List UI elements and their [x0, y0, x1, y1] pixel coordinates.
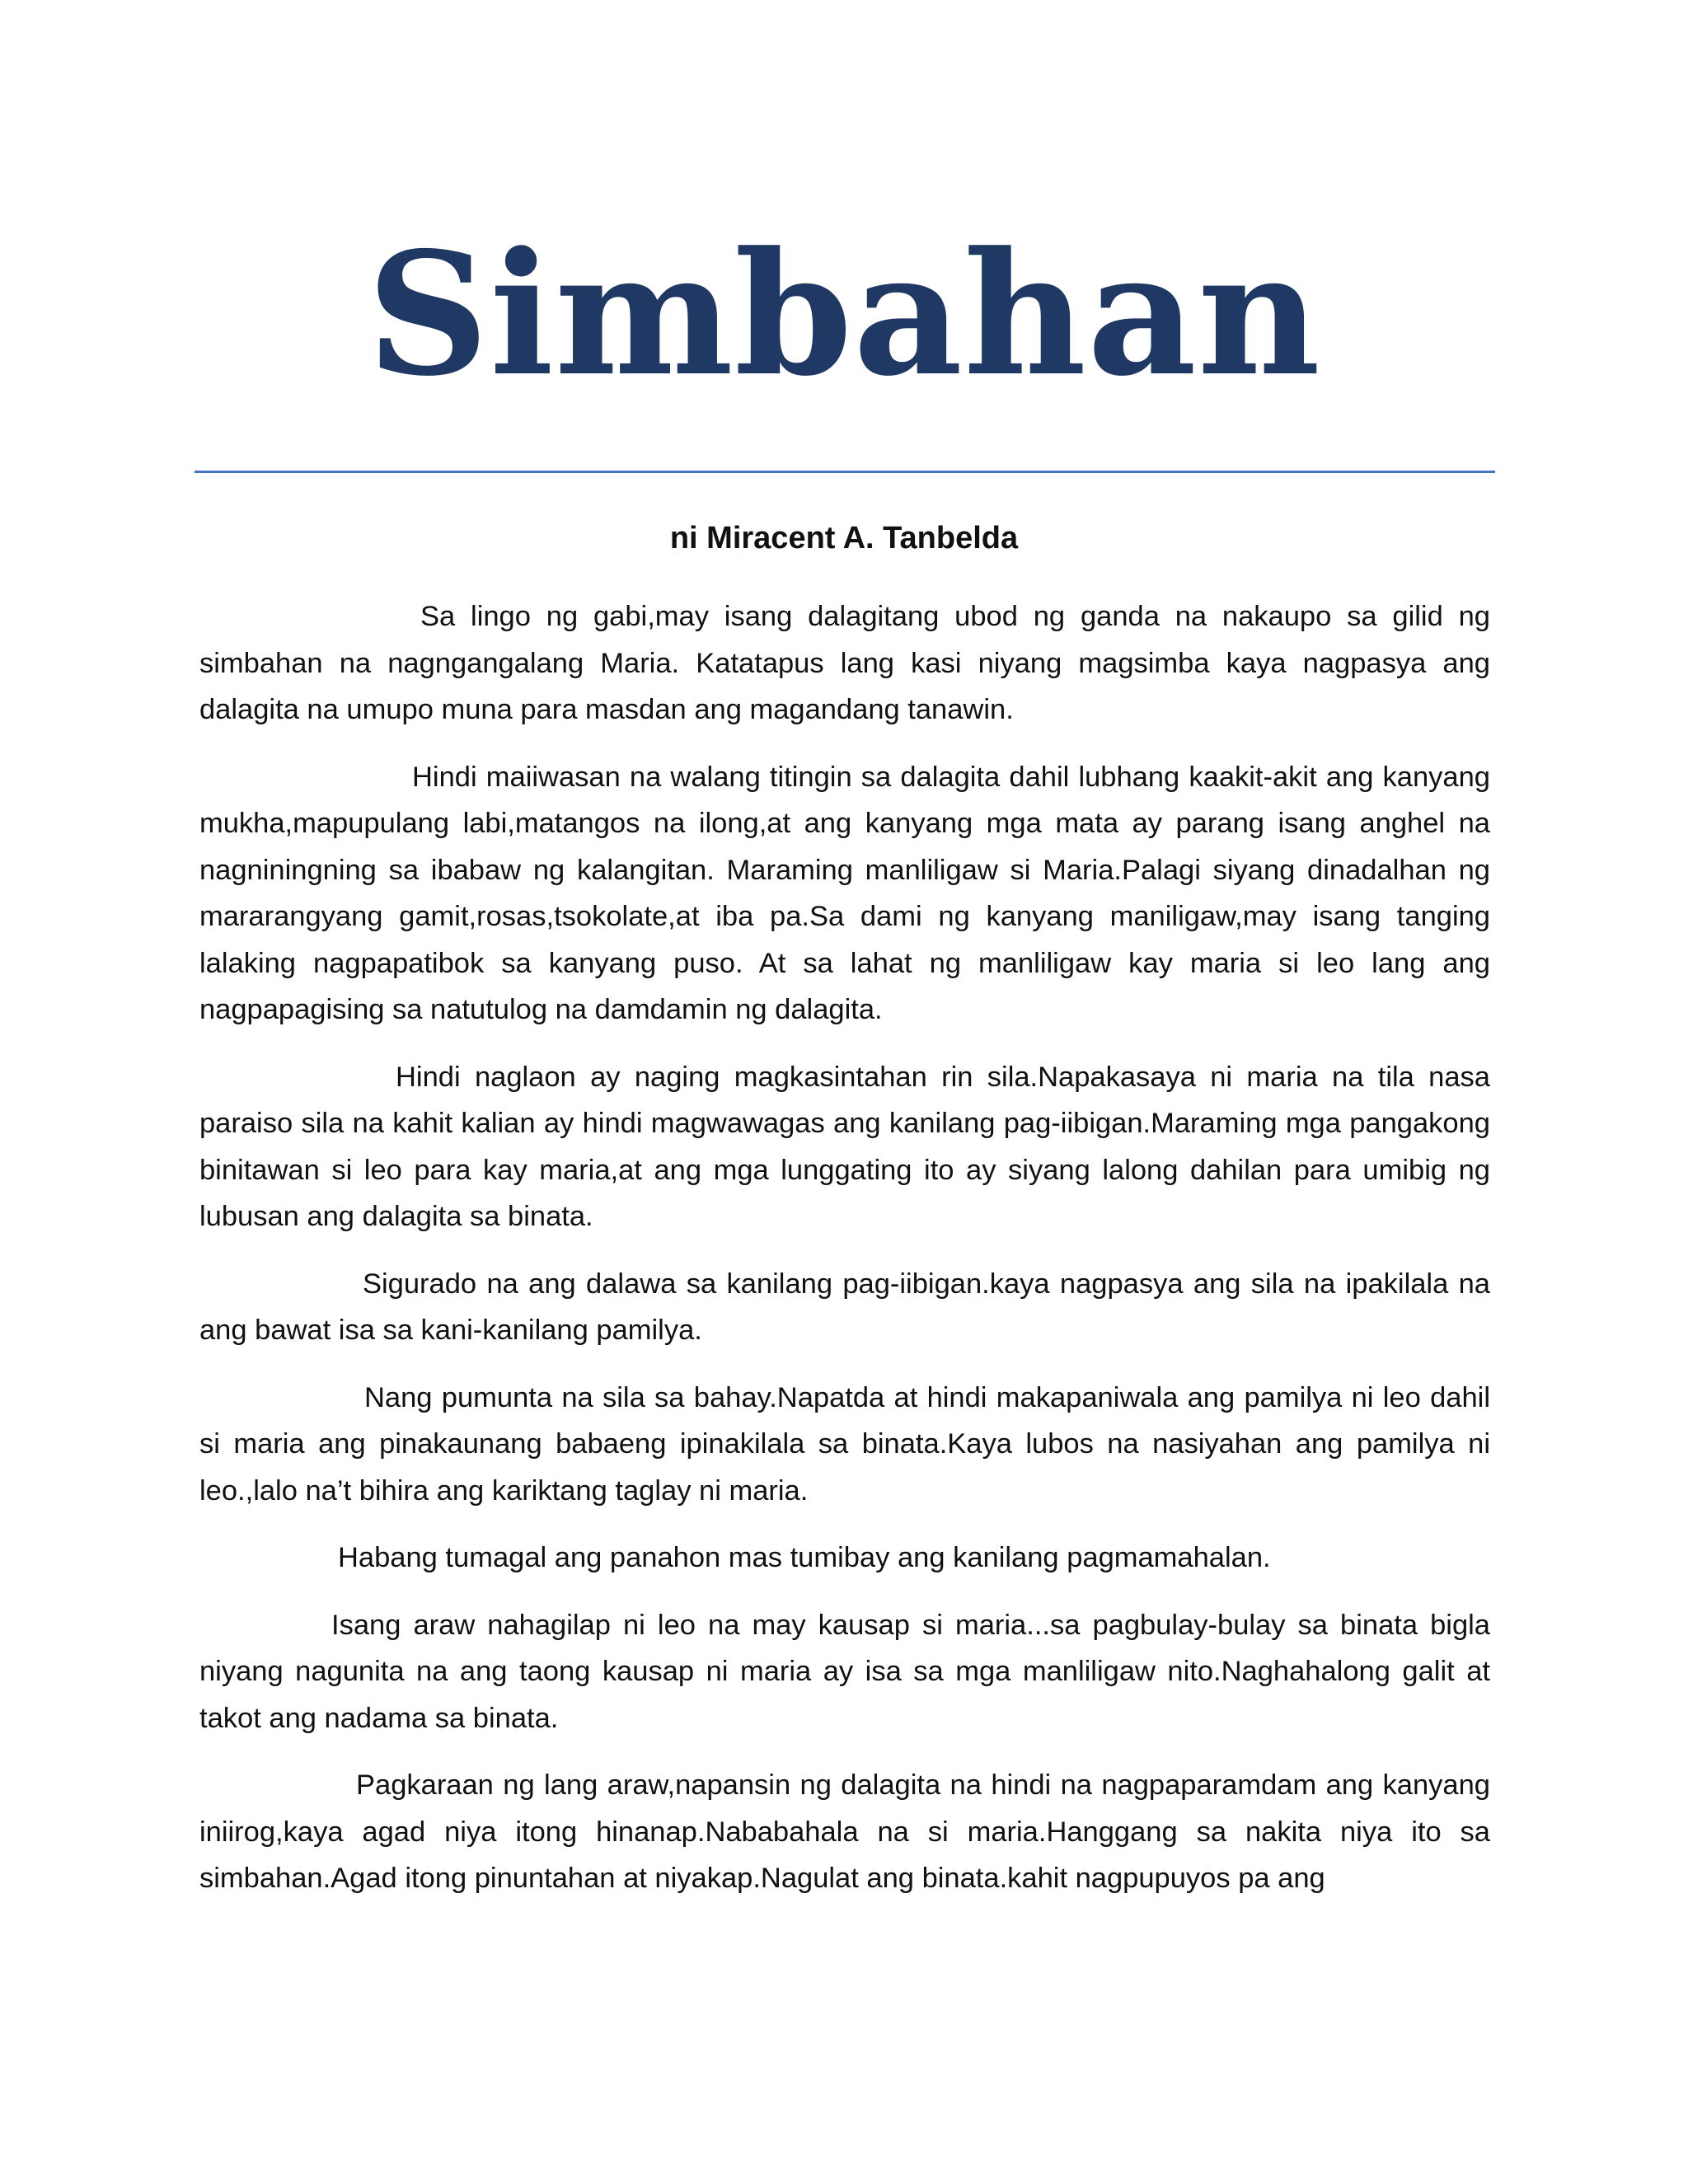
paragraph-7: Isang araw nahagilap ni leo na may kausap si maria...sa pagbulay-bulay sa binata bigla niyang nagunita na ang taong kausap ni maria ay isa sa mga manliligaw nito.Naghahalong galit at takot ang nadama sa binata. — [199, 1609, 1490, 1734]
paragraph-4: Sigurado na ang dalawa sa kanilang pag-iibigan.kaya nagpasya ang sila na ipakilala na ang bawat isa sa kani-kanilang pamilya. — [199, 1268, 1490, 1346]
author-byline: ni Miracent A. Tanbelda — [669, 521, 1019, 555]
paragraph-1: Sa lingo ng gabi,may isang dalagitang ubod ng ganda na nakaupo sa gilid ng simbahan na nagngangalang Maria. Katatapus lang kasi niyang magsimba kaya nagpasya ang dalagita na umupo muna para masdan ang magandang tanawin. — [199, 601, 1490, 725]
title-divider — [195, 471, 1495, 473]
story-body — [199, 593, 1490, 1923]
paragraph-8: Pagkaraan ng lang araw,napansin ng dalagita na hindi na nagpaparamdam ang kanyang iniirog,kaya agad niya itong hinanap.Nababahala na si maria.Hanggang sa nakita niya ito sa simbahan.Agad itong pinuntahan at niyakap.Nagulat ang binata.kahit nagpupuyos pa ang — [199, 1769, 1490, 1894]
paragraph-2: Hindi maiiwasan na walang titingin sa dalagita dahil lubhang kaakit-akit ang kanyang mukha,mapupulang labi,matangos na ilong,at ang kanyang mga mata ay parang isang anghel na nagniningning sa ibabaw ng kalangitan. Maraming manliligaw si Maria.Palagi siyang dinadalhan ng mararangyang gamit,rosas,tsokolate,at iba pa.Sa dami ng kanyang maniligaw,may isang tanging lalaking nagpapatibok sa kanyang puso. At sa lahat ng manliligaw kay maria si leo lang ang nagpapagising sa natutulog na damdamin ng dalagita. — [199, 761, 1490, 1025]
document-title: Simbahan — [367, 216, 1321, 414]
paragraph-5: Nang pumunta na sila sa bahay.Napatda at hindi makapaniwala ang pamilya ni leo dahil si maria ang pinakaunang babaeng ipinakilala sa binata.Kaya lubos na nasiyahan ang pamilya ni leo.,lalo na’t bihira ang kariktang taglay ni maria. — [199, 1381, 1490, 1507]
paragraph-3: Hindi naglaon ay naging magkasintahan rin sila.Napakasaya ni maria na tila nasa paraiso sila na kahit kalian ay hindi magwawagas ang kanilang pag-iibigan.Maraming mga pangakong binitawan si leo para kay maria,at ang mga lunggating ito ay siyang lalong dahilan para umibig ng lubusan ang dalagita sa binata. — [199, 1061, 1490, 1232]
paragraph-6: Habang tumagal ang panahon mas tumibay ang kanilang pagmamahalan. — [338, 1542, 1271, 1573]
